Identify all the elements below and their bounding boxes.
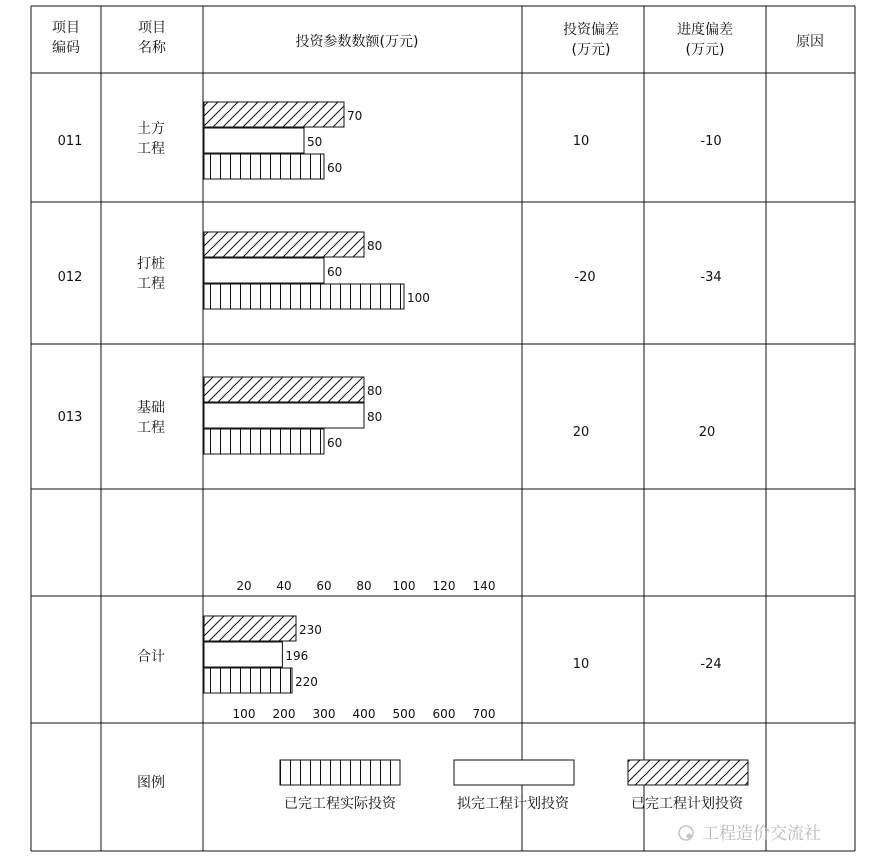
row-3-bar-planned xyxy=(204,403,364,428)
legend-label-actual: 已完工程实际投资 xyxy=(284,796,396,812)
total-x-tick-label: 300 xyxy=(312,707,336,721)
total-inv-dev: 10 xyxy=(572,657,590,672)
total-value-label-planned: 196 xyxy=(285,649,309,663)
row-name-line1: 基础 xyxy=(137,400,165,416)
row-1-bar-actual xyxy=(204,154,324,179)
bar-chart-layer xyxy=(204,102,495,721)
row-code: 011 xyxy=(57,134,83,149)
header-code-line2: 编码 xyxy=(52,40,80,56)
x-tick-label: 40 xyxy=(276,579,292,593)
row-2-value-label-actual: 100 xyxy=(407,291,430,305)
total-value-label-actual: 220 xyxy=(295,675,318,689)
row-1-bar-earned xyxy=(204,102,344,127)
weibo-icon xyxy=(679,826,693,840)
row-inv-dev: -20 xyxy=(574,270,596,285)
total-x-tick-label: 100 xyxy=(232,707,256,721)
row-3-bar-actual xyxy=(204,429,324,454)
x-tick-label: 80 xyxy=(356,579,372,593)
total-bar-planned xyxy=(204,642,282,667)
row-code: 013 xyxy=(57,410,83,425)
total-x-tick-label: 400 xyxy=(352,707,376,721)
row-3-value-label-actual: 60 xyxy=(327,436,343,450)
row-name-line2: 工程 xyxy=(137,141,165,157)
header-inv-dev-line1: 投资偏差 xyxy=(563,22,619,38)
row-name-line1: 土方 xyxy=(137,121,165,137)
row-2-bar-planned xyxy=(204,258,324,283)
header-investment: 投资参数数额(万元) xyxy=(295,34,419,50)
total-bar-actual xyxy=(204,668,292,693)
row-1-value-label-planned: 50 xyxy=(307,135,323,149)
header-code-line1: 项目 xyxy=(52,20,80,36)
watermark-text: 工程造价交流社 xyxy=(702,824,821,844)
header-sched-dev-line2: (万元) xyxy=(685,42,725,58)
weibo-icon-dot xyxy=(687,834,692,839)
table-row xyxy=(58,399,716,440)
x-tick-label: 120 xyxy=(432,579,456,593)
total-bar-earned xyxy=(204,616,296,641)
legend-swatch-earned xyxy=(628,760,748,785)
row-3-value-label-earned: 80 xyxy=(367,384,383,398)
total-sched-dev: -24 xyxy=(700,657,722,672)
row-inv-dev: 10 xyxy=(572,134,590,149)
legend-swatch-planned xyxy=(454,760,574,785)
row-1-bar-planned xyxy=(204,128,304,153)
header-sched-dev-line1: 进度偏差 xyxy=(677,22,733,38)
row-2-value-label-planned: 60 xyxy=(327,265,343,279)
total-x-tick-label: 700 xyxy=(472,707,496,721)
watermark xyxy=(679,824,821,844)
total-x-tick-label: 500 xyxy=(392,707,416,721)
row-sched-dev: -34 xyxy=(700,270,722,285)
row-name-line1: 打桩 xyxy=(137,256,165,272)
header-inv-dev-line2: (万元) xyxy=(571,42,611,58)
header-name-line2: 名称 xyxy=(138,40,166,56)
legend-row xyxy=(137,760,748,812)
row-sched-dev: -10 xyxy=(700,134,722,149)
legend-label-planned: 拟完工程计划投资 xyxy=(457,796,569,812)
x-tick-label: 100 xyxy=(392,579,416,593)
header-name-line1: 项目 xyxy=(138,20,166,36)
legend-swatch-actual xyxy=(280,760,400,785)
row-2-bar-earned xyxy=(204,232,364,257)
row-name-line2: 工程 xyxy=(137,420,165,436)
row-1-value-label-earned: 70 xyxy=(347,109,363,123)
legend-item-actual xyxy=(280,760,400,812)
row-3-value-label-planned: 80 xyxy=(367,410,383,424)
x-tick-label: 60 xyxy=(316,579,332,593)
legend-row-name: 图例 xyxy=(137,775,165,791)
row-2-value-label-earned: 80 xyxy=(367,239,383,253)
table-row xyxy=(58,120,722,157)
row-inv-dev: 20 xyxy=(572,425,590,440)
row-code: 012 xyxy=(57,270,83,285)
row-1-value-label-actual: 60 xyxy=(327,161,343,175)
total-value-label-earned: 230 xyxy=(299,623,322,637)
total-name: 合计 xyxy=(137,649,165,665)
row-2-bar-actual xyxy=(204,284,404,309)
legend-item-earned xyxy=(628,760,748,812)
row-name-line2: 工程 xyxy=(137,276,165,292)
row-3-bar-earned xyxy=(204,377,364,402)
total-x-tick-label: 600 xyxy=(432,707,456,721)
legend-item-planned xyxy=(454,760,574,812)
legend-label-earned: 已完工程计划投资 xyxy=(631,796,743,812)
x-tick-label: 140 xyxy=(472,579,496,593)
header-reason: 原因 xyxy=(796,34,824,50)
table-header xyxy=(52,20,824,58)
x-tick-label: 20 xyxy=(236,579,252,593)
row-sched-dev: 20 xyxy=(698,425,716,440)
total-x-tick-label: 200 xyxy=(272,707,296,721)
